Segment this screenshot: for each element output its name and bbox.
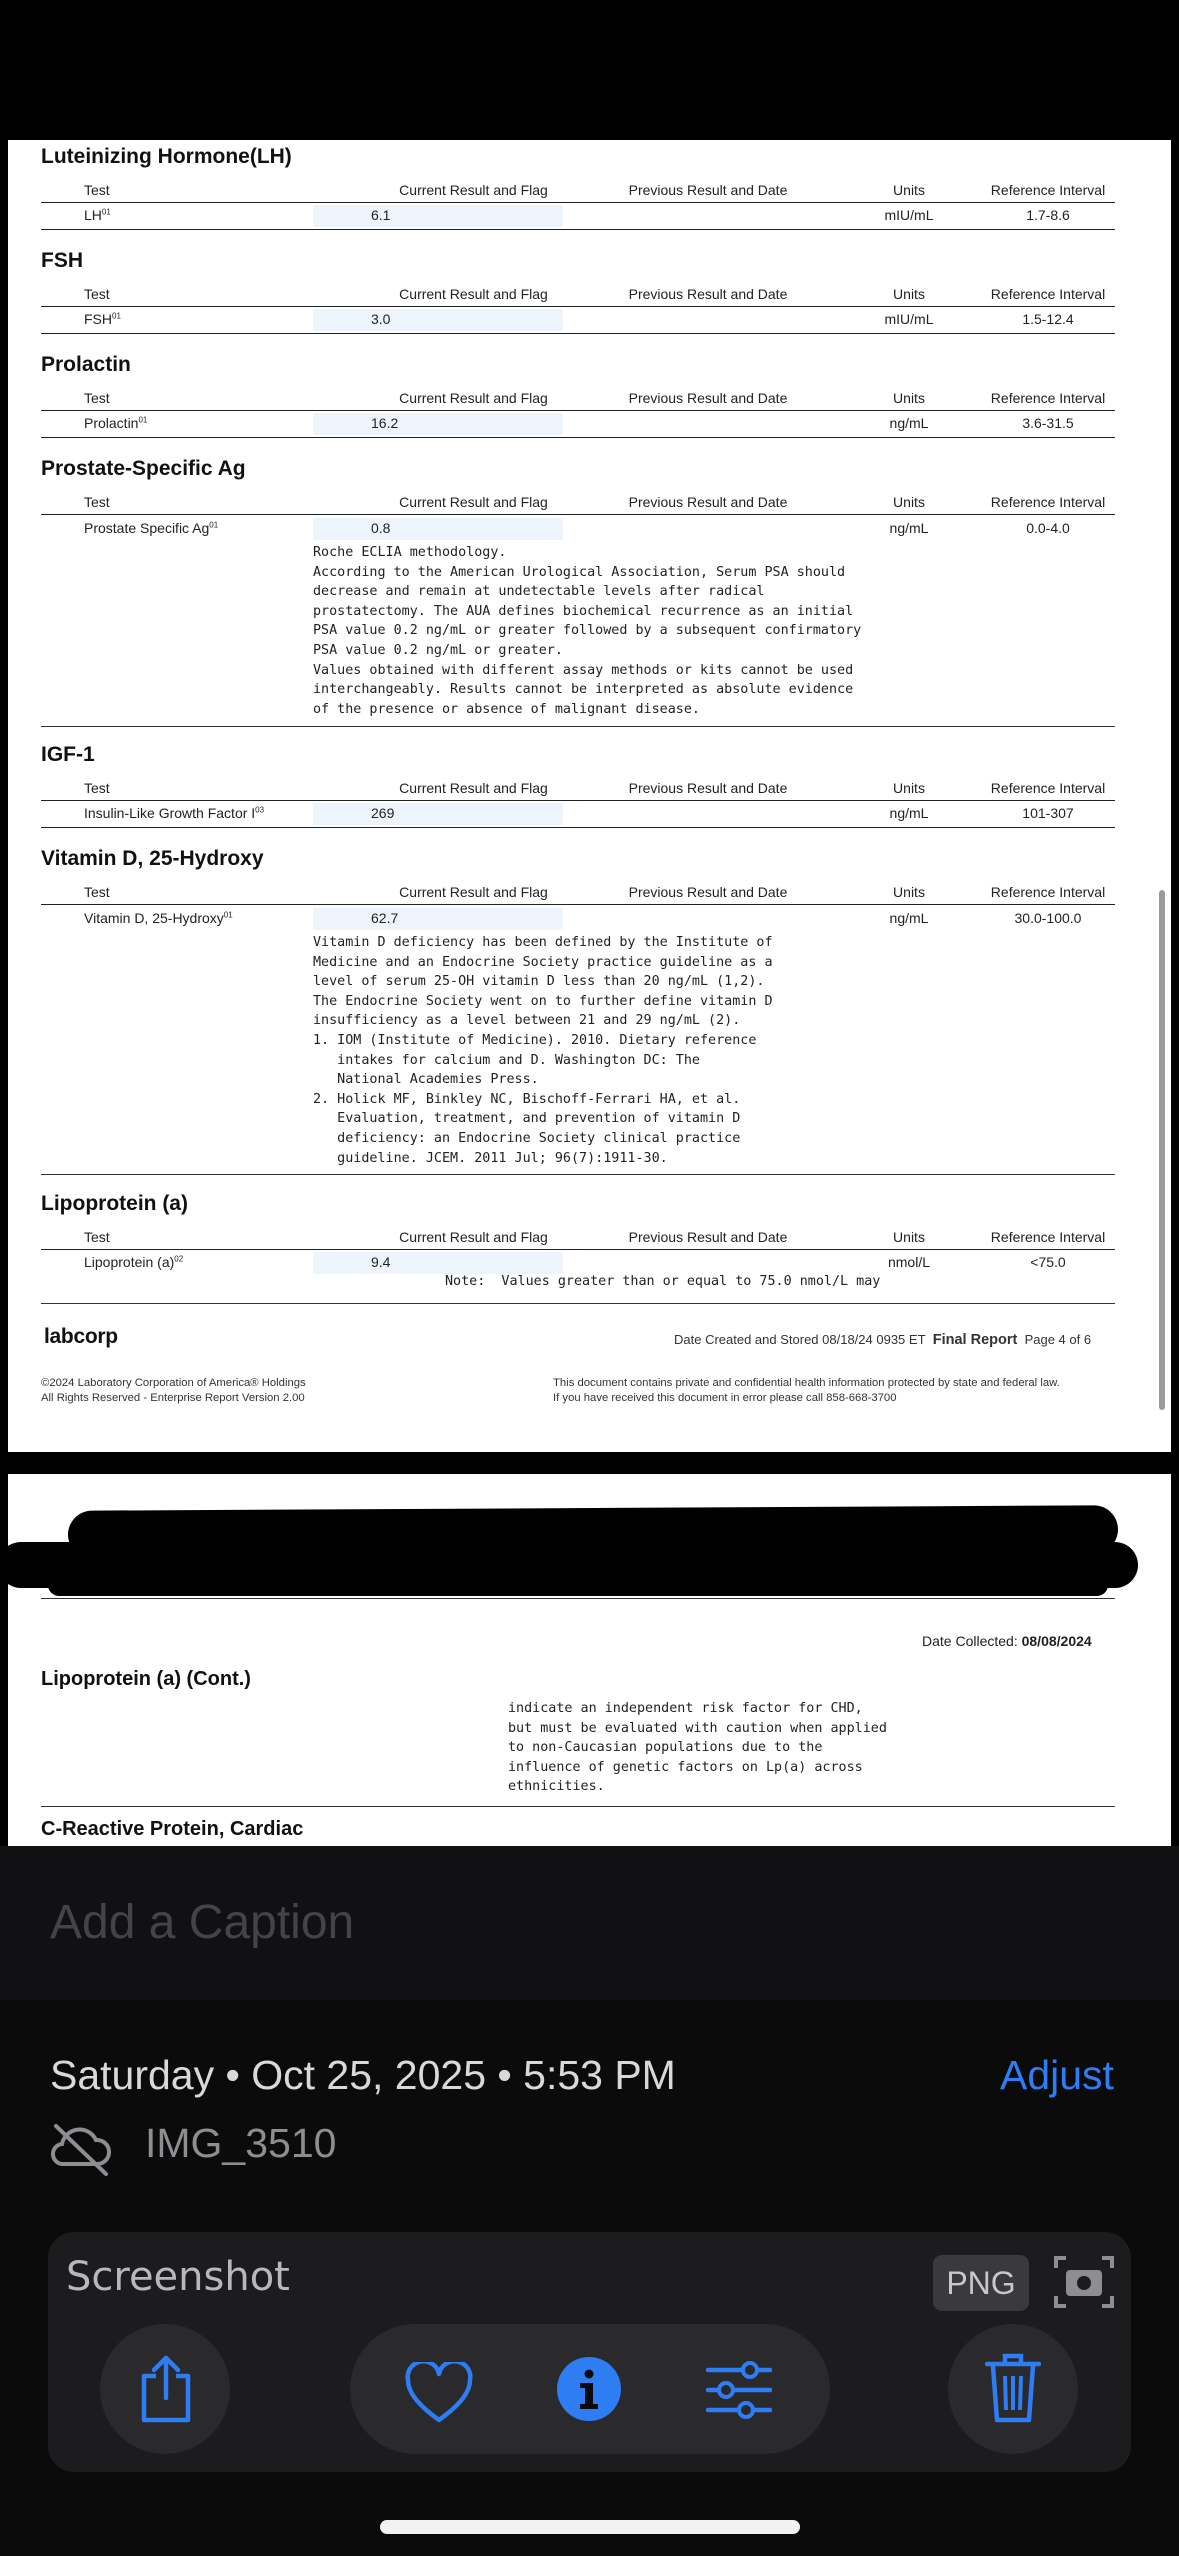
footer-date-stored: Date Created and Stored 08/18/24 0935 ET Final Report Page 4 of 6	[674, 1332, 1092, 1348]
format-badge: PNG	[933, 2255, 1029, 2311]
section-title-igf: IGF-1	[41, 743, 95, 766]
section-title-psa: Prostate-Specific Ag	[41, 457, 246, 480]
table-row-psa: Prostate Specific Ag$^{01}$ 0.8 ng/mL 0.0-4.0	[84, 520, 1070, 536]
section-title-prolactin: Prolactin	[41, 353, 131, 376]
sliders-icon[interactable]	[706, 2360, 772, 2420]
table-header: Test Current Result and Flag Previous Result and Date Units Reference Interval	[41, 180, 1115, 203]
photo-date: Saturday • Oct 25, 2025 • 5:53 PM	[50, 2052, 676, 2098]
table-header: Test Current Result and Flag Previous Result and Date Units Reference Interval	[41, 388, 1115, 411]
info-icon[interactable]	[556, 2356, 622, 2422]
divider	[41, 726, 1115, 727]
section-title-crp: C-Reactive Protein, Cardiac	[41, 1818, 304, 1840]
table-header: Test Current Result and Flag Previous Result and Date Units Reference Interval	[41, 882, 1115, 905]
table-row-vitd: Vitamin D, 25-Hydroxy$^{01}$ 62.7 ng/mL 30.0-100.0	[84, 910, 1082, 926]
divider	[41, 1598, 1115, 1599]
section-title-lpa: Lipoprotein (a)	[41, 1192, 188, 1215]
table-row-lh: LH$^{01}$ 6.1 mIU/mL 1.7-8.6	[41, 205, 1115, 230]
home-indicator[interactable]	[380, 2520, 800, 2534]
table-row-prolactin: Prolactin$^{01}$ 16.2 ng/mL 3.6-31.5	[41, 413, 1115, 438]
labcorp-logo: labcorp	[44, 1325, 118, 1348]
metadata-title: Screenshot	[66, 2254, 290, 2300]
camera-icon	[1052, 2254, 1116, 2310]
section-title-fsh: FSH	[41, 249, 83, 272]
psa-note: Roche ECLIA methodology. According to the American Urological Association, Serum PSA should decrease and remain at undetectable levels after radical prostatectomy. The AUA defines biochemical recurrence as an initial PSA value 0.2 ng/mL or greater followed by a subsequent confirmatory PSA value 0.2 ng/mL or greater. Values obtained with different assay methods or kits cannot be used interchangeably. Results cannot be interpreted as absolute evidence of the presence or absence of malignant disease.	[313, 545, 862, 717]
lpa-note: Note: Values greater than or equal to 75.0 nmol/L may	[445, 1274, 881, 1289]
heart-icon[interactable]	[404, 2362, 474, 2424]
table-row-fsh: FSH$^{01}$ 3.0 mIU/mL 1.5-12.4	[41, 309, 1115, 334]
section-title-vitd: Vitamin D, 25-Hydroxy	[41, 847, 264, 870]
table-header: Test Current Result and Flag Previous Result and Date Units Reference Interval	[41, 778, 1115, 801]
adjust-button[interactable]: Adjust	[1000, 2052, 1114, 2098]
cloud-off-icon	[48, 2118, 114, 2178]
table-row-lpa: Lipoprotein $(a)^{02}$ 9.4 nmol/L <75.0	[84, 1254, 1066, 1270]
caption-input[interactable]: Add a Caption	[50, 1896, 355, 1949]
date-collected: Date Collected: 08/08/2024	[922, 1633, 1092, 1649]
footer-copyright: ©2024 Laboratory Corporation of America® Holdings All Rights Reserved - Enterprise Report Version 2.00	[41, 1377, 306, 1404]
table-header: Test Current Result and Flag Previous Result and Date Units Reference Interval	[41, 284, 1115, 307]
table-header: Test Current Result and Flag Previous Result and Date Units Reference Interval	[41, 1227, 1115, 1250]
report-page-4	[8, 140, 1171, 1452]
vitd-note: Vitamin D deficiency has been defined by the Institute of Medicine and an Endocrine Society practice guideline as a level of serum 25-OH vitamin D less than 20 ng/mL (1,2). The Endocrine Society went on to further define vitamin D insufficiency as a level between 21 and 29 ng/mL (2). 1. IOM (Institute of Medicine). 2010. Dietary reference intakes for calcium and D. Washington DC: The National Academies Press. 2. Holick MF, Binkley NC, Bischoff-Ferrari HA, et al. Evaluation, treatment, and prevention of vitamin D deficiency: an Endocrine Society clinical practice guideline. JCEM. 2011 Jul; 96(7):1911-30.	[313, 935, 773, 1166]
divider	[41, 1806, 1115, 1807]
trash-icon	[985, 2352, 1041, 2424]
scroll-indicator[interactable]	[1159, 890, 1165, 1410]
table-row-igf: Insulin-Like Growth Factor $I^{03}$ 269 ng/mL 101-307	[41, 803, 1115, 828]
section-title-lh: Luteinizing Hormone(LH)	[41, 145, 292, 168]
divider	[41, 1174, 1115, 1175]
footer-privacy: This document contains private and confidential health information protected by state and federal law. If you have received this document in error please call 858-668-3700	[553, 1377, 1060, 1404]
report-page-5	[8, 1474, 1171, 1846]
divider	[41, 1303, 1115, 1304]
image-name: IMG_3510	[145, 2120, 337, 2166]
share-icon	[138, 2354, 194, 2424]
table-header: Test Current Result and Flag Previous Result and Date Units Reference Interval	[41, 492, 1115, 515]
lpa-note-cont: indicate an independent risk factor for CHD, but must be evaluated with caution when applied to non-Caucasian populations due to the influence of genetic factors on Lp(a) across ethnicities.	[508, 1701, 887, 1795]
redaction-mark	[428, 1530, 1088, 1594]
section-title-lpa-cont: Lipoprotein (a) (Cont.)	[41, 1668, 251, 1690]
